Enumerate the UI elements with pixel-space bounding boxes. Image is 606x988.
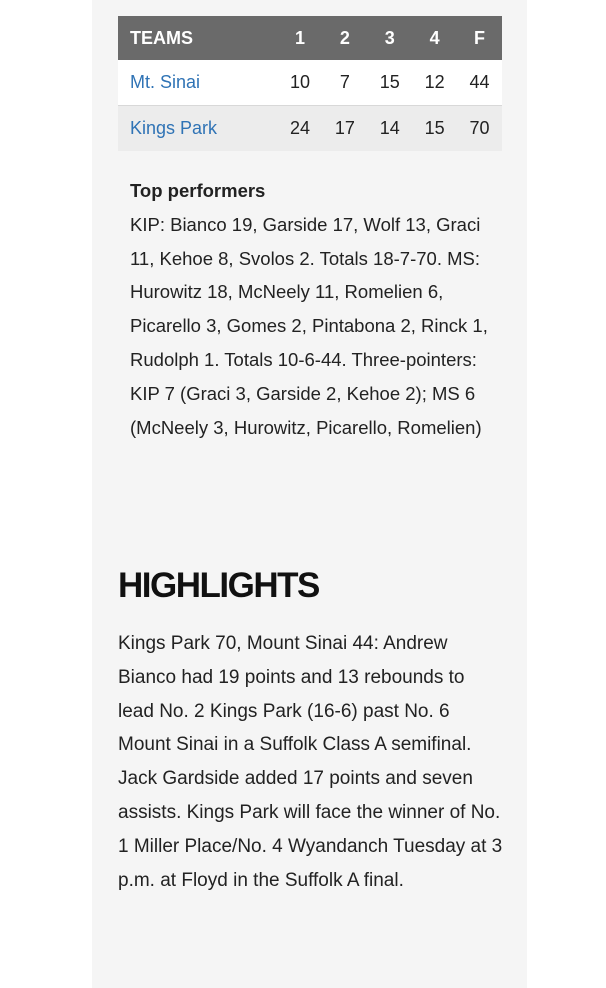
top-performers-text: KIP: Bianco 19, Garside 17, Wolf 13, Graci 11, Kehoe 8, Svolos 2. Totals 18-7-70. MS: Hurowitz 18, McNeely 11, Romelien 6, Picarello 3, Gomes 2, Pintabona 2, Rinck 1, Rudolph 1. Totals 10-6-44. Three-pointers: KIP 7 (Graci 3, Garside 2, Kehoe 2); MS 6 (McNeely 3, Hurowitz, Picarello, Romelien) [130,213,488,438]
score-cell: 7 [322,60,367,106]
final-score-cell: 44 [457,60,502,106]
score-cell: 24 [278,106,323,152]
score-cell: 17 [322,106,367,152]
score-cell: 12 [412,60,457,106]
header-teams: TEAMS [118,16,278,60]
final-score-cell: 70 [457,106,502,152]
table-row [118,106,502,152]
table-row [118,60,502,106]
header-q2: 2 [322,16,367,60]
scoreboard-header-row [118,16,502,60]
article-card [92,0,527,988]
team-link-mt-sinai[interactable]: Mt. Sinai [118,60,278,106]
scoreboard-table [118,16,502,151]
header-q1: 1 [278,16,323,60]
highlights-heading: HIGHLIGHTS [118,566,319,605]
score-cell: 14 [367,106,412,152]
header-q3: 3 [367,16,412,60]
header-q4: 4 [412,16,457,60]
score-cell: 15 [367,60,412,106]
highlights-body: Kings Park 70, Mount Sinai 44: Andrew Bianco had 19 points and 13 rebounds to lead No. 2 Kings Park (16-6) past No. 6 Mount Sinai in a Suffolk Class A semifinal. Jack Gardside added 17 points and seven assists. Kings Park will face the winner of No. 1 Miller Place/No. 4 Wyandanch Tuesday at 3 p.m. at Floyd in the Suffolk A final. [118,633,503,891]
score-cell: 15 [412,106,457,152]
team-link-kings-park[interactable]: Kings Park [118,106,278,152]
score-cell: 10 [278,60,323,106]
top-performers-heading: Top performers [130,180,266,201]
top-performers [130,174,505,444]
header-final: F [457,16,502,60]
